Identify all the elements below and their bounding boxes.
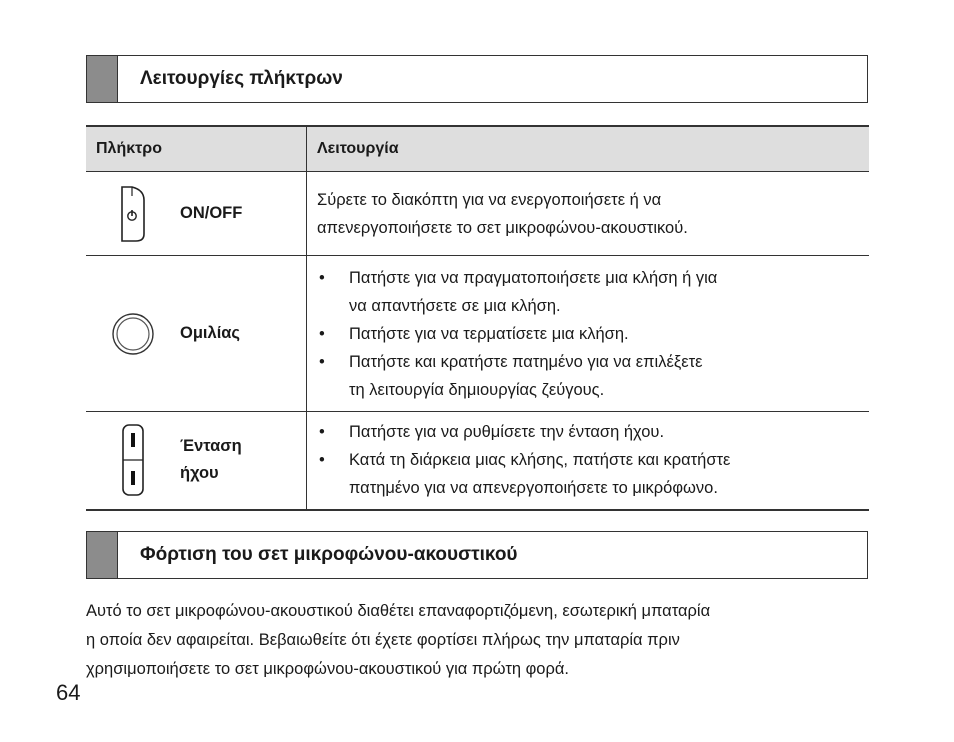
key-cell [86, 412, 307, 510]
list-item: • Πατήστε για να ρυθμίσετε την ένταση ήχου. [317, 418, 869, 446]
section-header-charging [86, 531, 868, 579]
section-title: Φόρτιση του σετ μικροφώνου-ακουστικού [140, 544, 518, 565]
key-label-volume: Ένταση ήχου [180, 437, 242, 483]
key-functions-table [86, 125, 869, 511]
table-row [86, 172, 869, 256]
section-tab-marker [87, 56, 118, 102]
section-title: Λειτουργίες πλήκτρων [140, 68, 343, 89]
list-item: • Πατήστε και κρατήστε πατημένο για να επιλέξετε τη λειτουργία δημιουργίας ζεύγους. [317, 348, 869, 404]
power-switch-icon [86, 184, 180, 244]
column-header-function: Λειτουργία [307, 126, 870, 172]
list-item: • Πατήστε για να πραγματοποιήσετε μια κλήση ή για να απαντήσετε σε μια κλήση. [317, 264, 869, 320]
table-row [86, 256, 869, 412]
charging-paragraph: Αυτό το σετ μικροφώνου-ακουστικού διαθέτει επαναφορτιζόμενη, εσωτερική μπαταρία η οποία δεν αφαιρείται. Βεβαιωθείτε ότι έχετε φορτίσει πλήρως την μπαταρία πριν χρησιμοποιήσετε το σετ μικροφώνου-ακουστικού για πρώτη φορά. [86, 602, 711, 678]
list-item: • Πατήστε για να τερματίσετε μια κλήση. [317, 320, 869, 348]
function-cell: Σύρετε το διακόπτη για να ενεργοποιήσετε ή να απενεργοποιήσετε το σετ μικροφώνου-ακουστικού. [307, 172, 870, 256]
key-label-talk: Ομιλίας [180, 324, 240, 342]
table-row [86, 412, 869, 510]
table-header-row [86, 126, 869, 172]
page-number: 64 [56, 680, 81, 705]
column-header-key: Πλήκτρο [86, 126, 307, 172]
function-cell [307, 412, 870, 510]
talk-button-icon [86, 312, 180, 356]
function-cell [307, 256, 870, 412]
section-header-key-functions [86, 55, 868, 103]
key-label-on-off: ON/OFF [180, 204, 243, 222]
volume-rocker-icon [86, 422, 180, 498]
section-tab-marker [87, 532, 118, 578]
key-cell [86, 256, 307, 412]
list-item: • Κατά τη διάρκεια μιας κλήσης, πατήστε και κρατήστε πατημένο για να απενεργοποιήσετε το μικρόφωνο. [317, 446, 869, 502]
key-cell [86, 172, 307, 256]
